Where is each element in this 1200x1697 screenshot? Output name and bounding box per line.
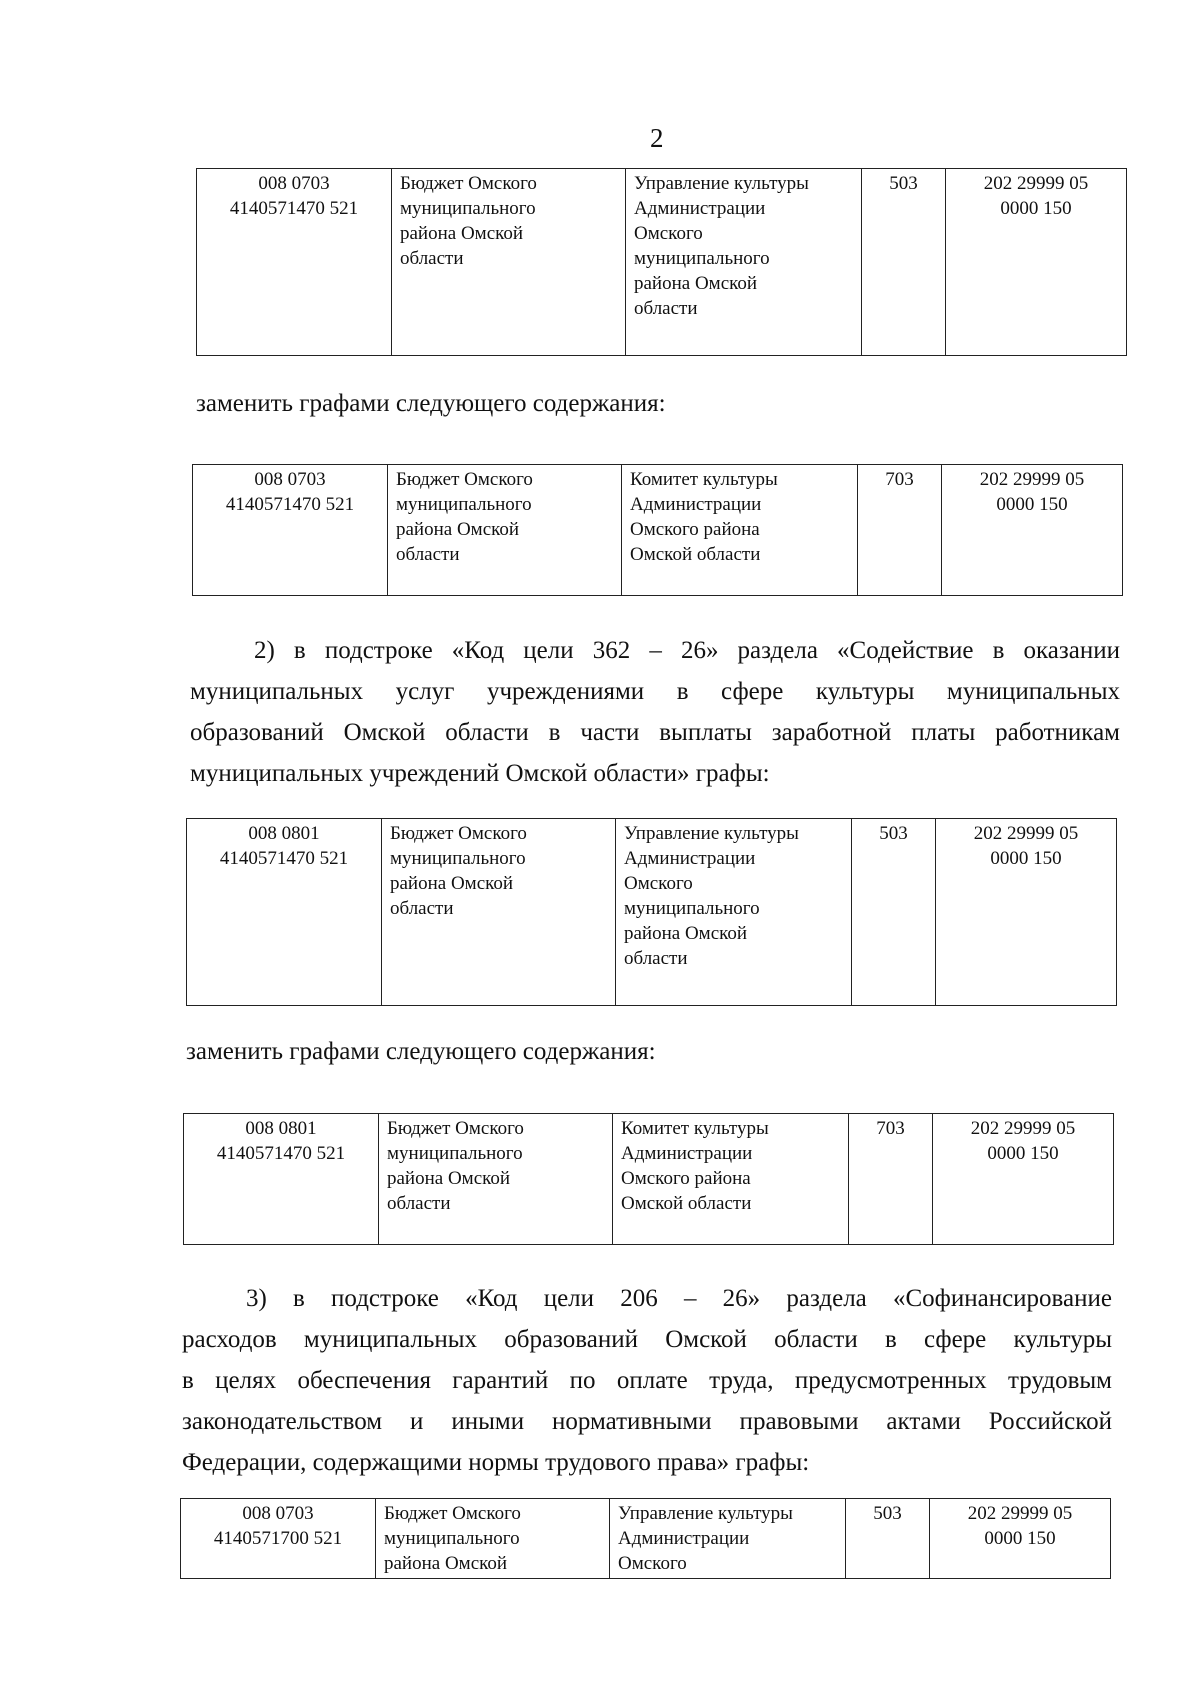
- number-cell: 503: [846, 1499, 930, 1579]
- kbk-cell: [936, 819, 1117, 1006]
- paragraph-line: 3) в подстроке «Код цели 206 – 26» раздела «Софинансирование: [246, 1285, 1112, 1312]
- admin-line: Управление культуры: [624, 823, 799, 844]
- replace-instruction: заменить графами следующего содержания:: [186, 1038, 656, 1065]
- admin-cell: [626, 169, 862, 356]
- budget-line: района Омской: [384, 1553, 508, 1574]
- admin-line: Омского района: [621, 1168, 751, 1189]
- budget-line: Бюджет Омского: [400, 173, 537, 194]
- code-line: 4140571470 521: [216, 1143, 346, 1164]
- number-cell: 503: [862, 169, 946, 356]
- budget-line: области: [390, 898, 454, 919]
- kbk-line: 202 29999 05: [983, 173, 1089, 194]
- budget-line: муниципального: [390, 848, 526, 869]
- code-line: 4140571470 521: [225, 494, 355, 515]
- budget-line: района Омской: [387, 1168, 511, 1189]
- admin-line: области: [624, 948, 688, 969]
- admin-line: муниципального: [634, 248, 770, 269]
- admin-line: Омской области: [630, 544, 761, 565]
- code-line: 008 0703: [242, 1503, 314, 1524]
- admin-line: Омского: [624, 873, 693, 894]
- code-cell: [181, 1499, 376, 1579]
- admin-line: Управление культуры: [634, 173, 809, 194]
- admin-line: Администрации: [634, 198, 766, 219]
- number-cell: 703: [849, 1114, 933, 1245]
- admin-line: Управление культуры: [618, 1503, 793, 1524]
- admin-line: Омского: [618, 1553, 687, 1574]
- table-row-original-2: [186, 818, 1117, 1006]
- budget-line: Бюджет Омского: [387, 1118, 524, 1139]
- paragraph-line: муниципальных учреждений Омской области» графы:: [190, 760, 770, 787]
- kbk-line: 202 29999 05: [973, 823, 1079, 844]
- budget-line: области: [396, 544, 460, 565]
- budget-cell: [388, 465, 622, 596]
- budget-line: муниципального: [400, 198, 536, 219]
- admin-line: Комитет культуры: [621, 1118, 769, 1139]
- budget-cell: [392, 169, 626, 356]
- admin-line: Администрации: [618, 1528, 750, 1549]
- paragraph-line: расходов муниципальных образований Омской области в сфере культуры: [182, 1326, 1112, 1353]
- number-cell: 703: [858, 465, 942, 596]
- code-line: 008 0801: [248, 823, 320, 844]
- budget-line: района Омской: [390, 873, 514, 894]
- kbk-cell: [946, 169, 1127, 356]
- code-line: 008 0801: [245, 1118, 317, 1139]
- paragraph-line: 2) в подстроке «Код цели 362 – 26» раздела «Содействие в оказании: [254, 637, 1120, 664]
- code-line: 4140571470 521: [229, 198, 359, 219]
- budget-line: района Омской: [400, 223, 524, 244]
- code-line: 4140571700 521: [213, 1528, 343, 1549]
- admin-line: района Омской: [624, 923, 748, 944]
- table-row-original-3: [180, 1498, 1111, 1579]
- budget-line: области: [400, 248, 464, 269]
- budget-cell: [376, 1499, 610, 1579]
- budget-line: района Омской: [396, 519, 520, 540]
- budget-line: области: [387, 1193, 451, 1214]
- replace-instruction: заменить графами следующего содержания:: [196, 390, 666, 417]
- admin-line: Администрации: [630, 494, 762, 515]
- admin-cell: [613, 1114, 849, 1245]
- budget-line: муниципального: [387, 1143, 523, 1164]
- kbk-line: 202 29999 05: [967, 1503, 1073, 1524]
- admin-cell: [622, 465, 858, 596]
- code-cell: [184, 1114, 379, 1245]
- paragraph-line: законодательством и иными нормативными правовыми актами Российской: [182, 1408, 1112, 1435]
- code-line: 4140571470 521: [219, 848, 349, 869]
- admin-line: Омского района: [630, 519, 760, 540]
- paragraph-3: [182, 1278, 1112, 1483]
- admin-cell: [610, 1499, 846, 1579]
- page-number: 2: [650, 123, 664, 153]
- paragraph-line: муниципальных услуг учреждениями в сфере культуры муниципальных: [190, 678, 1120, 705]
- code-cell: [193, 465, 388, 596]
- table-row-replacement-1: [192, 464, 1123, 596]
- admin-line: области: [634, 298, 698, 319]
- table-row-replacement-2: [183, 1113, 1114, 1245]
- admin-line: Комитет культуры: [630, 469, 778, 490]
- budget-line: муниципального: [384, 1528, 520, 1549]
- paragraph-2: [190, 630, 1120, 794]
- admin-line: Омской области: [621, 1193, 752, 1214]
- admin-line: муниципального: [624, 898, 760, 919]
- admin-line: района Омской: [634, 273, 758, 294]
- kbk-line: 202 29999 05: [970, 1118, 1076, 1139]
- code-cell: [187, 819, 382, 1006]
- kbk-cell: [930, 1499, 1111, 1579]
- budget-line: Бюджет Омского: [390, 823, 527, 844]
- code-line: 008 0703: [258, 173, 330, 194]
- budget-cell: [379, 1114, 613, 1245]
- budget-line: Бюджет Омского: [384, 1503, 521, 1524]
- admin-line: Администрации: [621, 1143, 753, 1164]
- kbk-line: 0000 150: [987, 1143, 1059, 1164]
- code-cell: [197, 169, 392, 356]
- budget-cell: [382, 819, 616, 1006]
- kbk-cell: [933, 1114, 1114, 1245]
- kbk-line: 0000 150: [996, 494, 1068, 515]
- budget-line: Бюджет Омского: [396, 469, 533, 490]
- number-cell: 503: [852, 819, 936, 1006]
- table-row-original-1: [196, 168, 1127, 356]
- kbk-cell: [942, 465, 1123, 596]
- kbk-line: 0000 150: [1000, 198, 1072, 219]
- kbk-line: 0000 150: [990, 848, 1062, 869]
- admin-line: Администрации: [624, 848, 756, 869]
- admin-line: Омского: [634, 223, 703, 244]
- paragraph-line: Федерации, содержащими нормы трудового права» графы:: [182, 1449, 810, 1476]
- kbk-line: 202 29999 05: [979, 469, 1085, 490]
- paragraph-line: образований Омской области в части выплаты заработной платы работникам: [190, 719, 1120, 746]
- kbk-line: 0000 150: [984, 1528, 1056, 1549]
- code-line: 008 0703: [254, 469, 326, 490]
- paragraph-line: в целях обеспечения гарантий по оплате труда, предусмотренных трудовым: [182, 1367, 1112, 1394]
- budget-line: муниципального: [396, 494, 532, 515]
- admin-cell: [616, 819, 852, 1006]
